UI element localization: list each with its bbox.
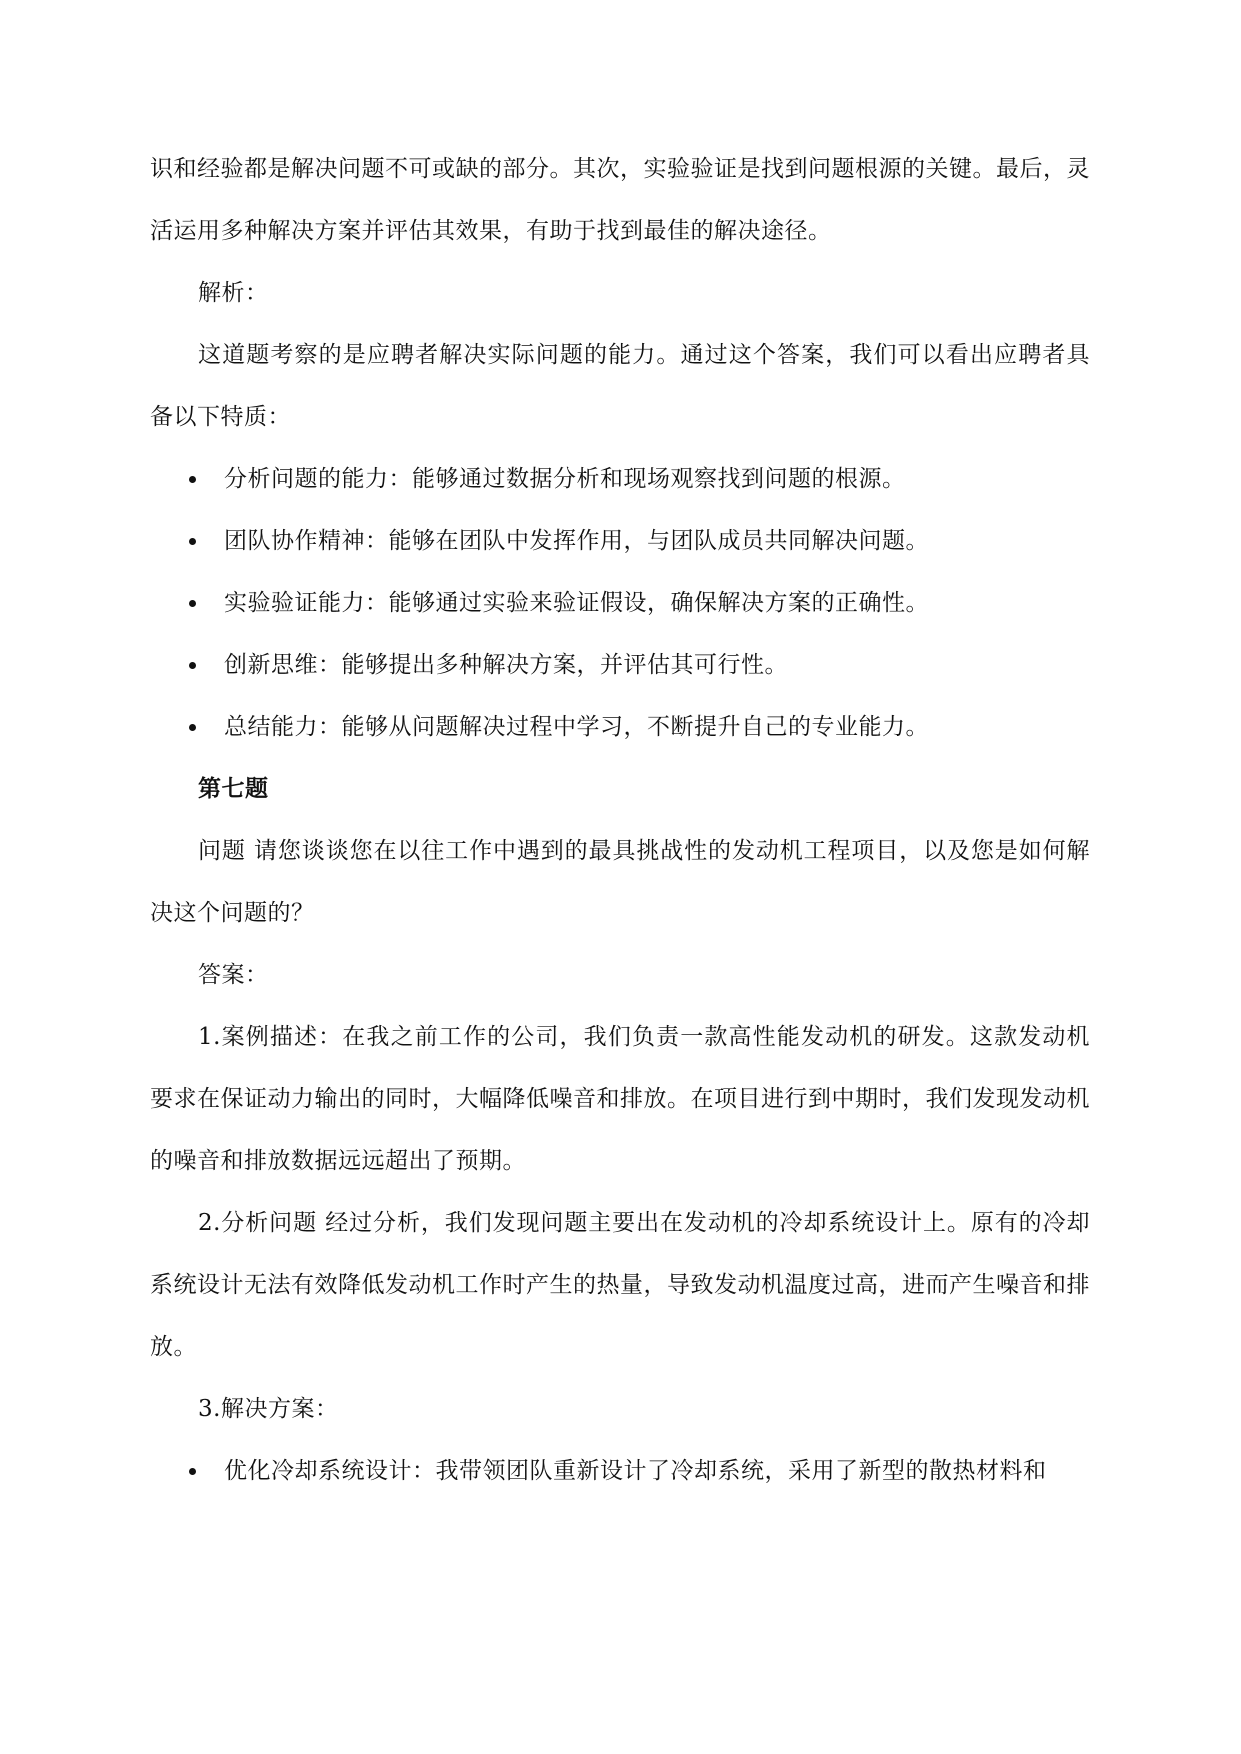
list-item: 实验验证能力：能够通过实验来验证假设，确保解决方案的正确性。	[150, 572, 1090, 634]
solutions-list	[150, 1440, 1090, 1502]
answer-problem-analysis: 2.分析问题 经过分析，我们发现问题主要出在发动机的冷却系统设计上。原有的冷却系统设计无法有效降低发动机工作时产生的热量，导致发动机温度过高，进而产生噪音和排放。	[150, 1210, 1090, 1360]
traits-list	[150, 448, 1090, 758]
list-item: 团队协作精神：能够在团队中发挥作用，与团队成员共同解决问题。	[150, 510, 1090, 572]
list-item: 创新思维：能够提出多种解决方案，并评估其可行性。	[150, 634, 1090, 696]
bullet-icon	[189, 600, 196, 607]
list-item: 总结能力：能够从问题解决过程中学习，不断提升自己的专业能力。	[150, 696, 1090, 758]
document-page	[150, 138, 1090, 1502]
list-item: 分析问题的能力：能够通过数据分析和现场观察找到问题的根源。	[150, 448, 1090, 510]
paragraph-continuation: 识和经验都是解决问题不可或缺的部分。其次，实验验证是找到问题根源的关键。最后，灵活运用多种解决方案并评估其效果，有助于找到最佳的解决途径。	[150, 156, 1090, 244]
bullet-icon	[189, 724, 196, 731]
answer-label: 答案：	[198, 962, 269, 988]
answer-solution-label: 3.解决方案：	[198, 1396, 339, 1422]
bullet-icon	[189, 1468, 196, 1475]
bullet-icon	[189, 538, 196, 545]
analysis-text: 这道题考察的是应聘者解决实际问题的能力。通过这个答案，我们可以看出应聘者具备以下特质：	[150, 342, 1090, 430]
question-text: 问题 请您谈谈您在以往工作中遇到的最具挑战性的发动机工程项目，以及您是如何解决这个问题的？	[150, 838, 1090, 926]
answer-case-description: 1.案例描述：在我之前工作的公司，我们负责一款高性能发动机的研发。这款发动机要求在保证动力输出的同时，大幅降低噪音和排放。在项目进行到中期时，我们发现发动机的噪音和排放数据远远超出了预期。	[150, 1024, 1090, 1174]
bullet-icon	[189, 476, 196, 483]
list-item: 优化冷却系统设计：我带领团队重新设计了冷却系统，采用了新型的散热材料和	[150, 1440, 1090, 1502]
section-title: 第七题	[198, 775, 269, 802]
analysis-label: 解析：	[198, 280, 269, 306]
bullet-icon	[189, 662, 196, 669]
